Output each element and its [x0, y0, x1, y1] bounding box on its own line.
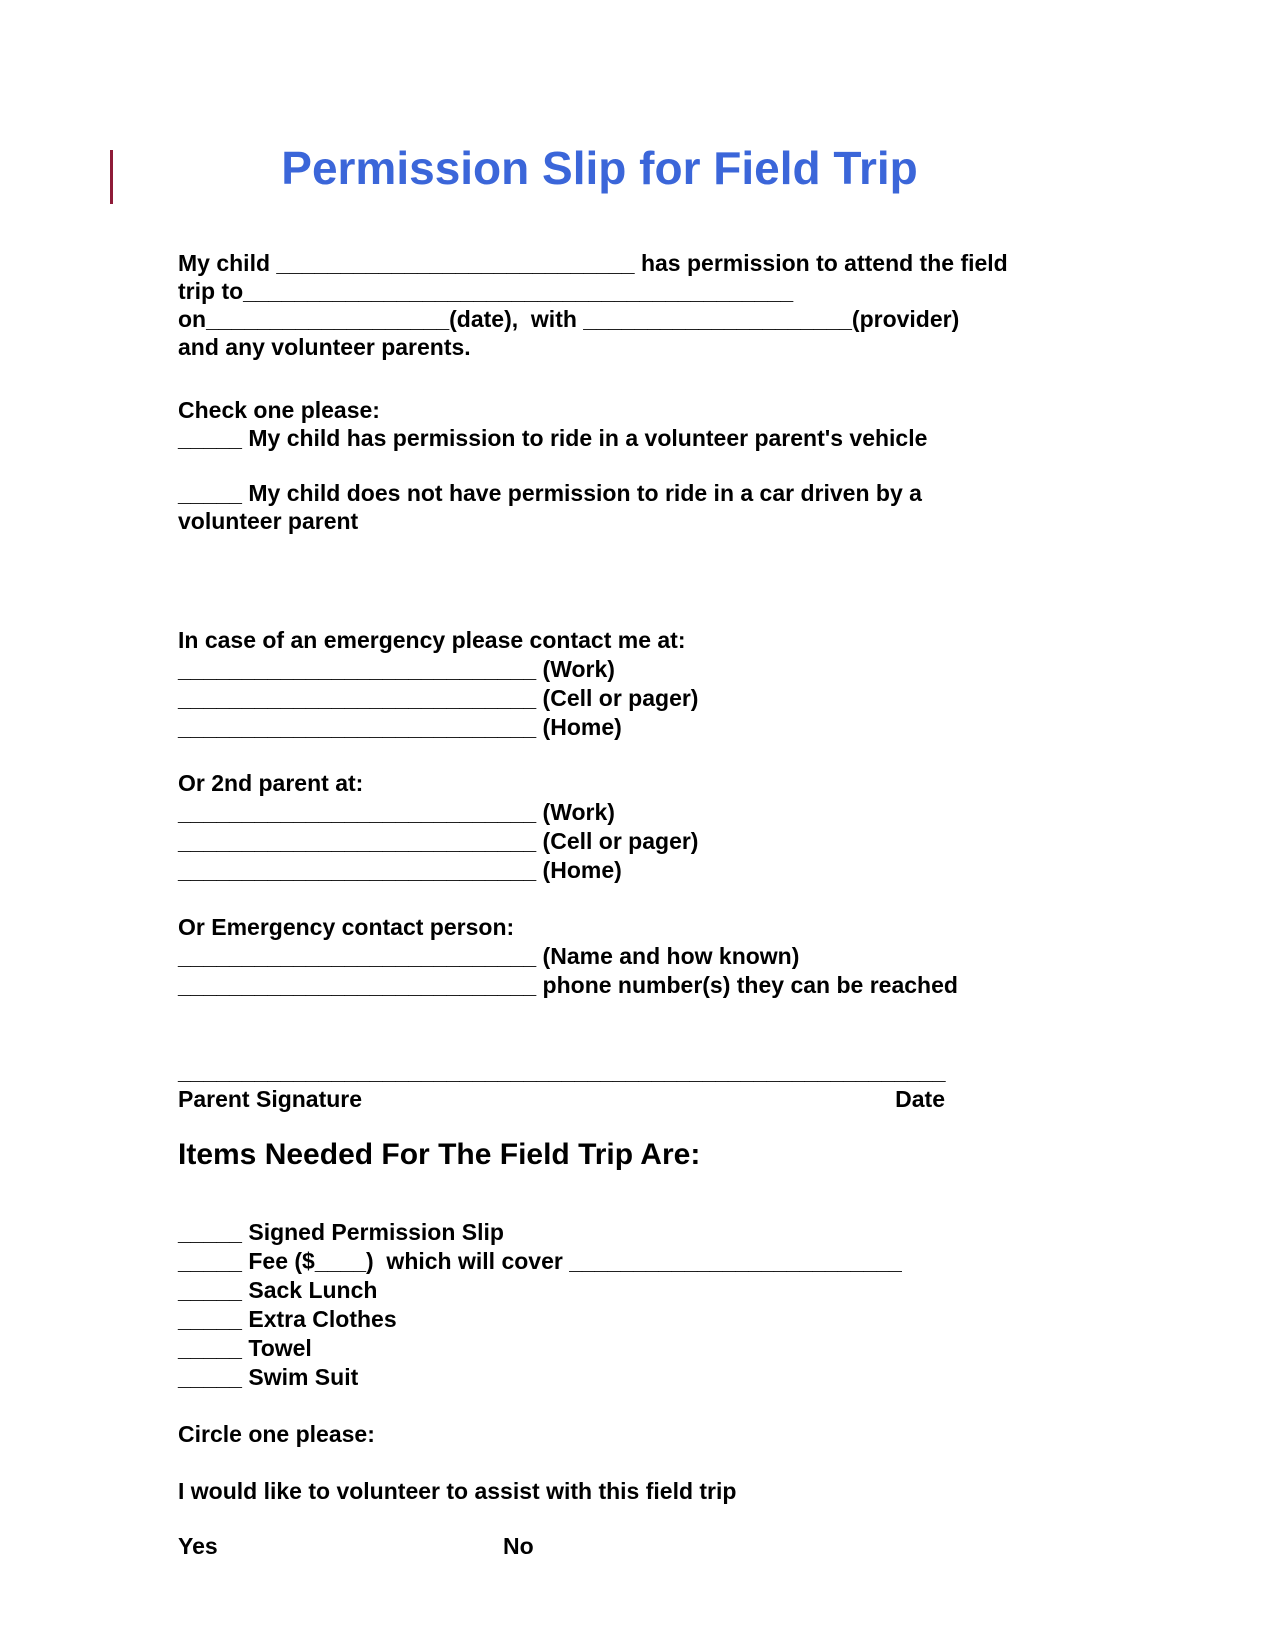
vehicle-permission-deny-option — [178, 479, 1195, 535]
intro-line-3: on___________________(date), with _____________________(provider) — [178, 306, 960, 332]
items-needed-list — [178, 1218, 1195, 1392]
item-swim-suit: _____ Swim Suit — [178, 1364, 359, 1390]
yes-no-choice — [178, 1532, 945, 1560]
items-needed-heading: Items Needed For The Field Trip Are: — [178, 1138, 701, 1171]
volunteer-statement: I would like to volunteer to assist with this field trip — [178, 1478, 737, 1504]
other-contact-name-line: ____________________________ (Name and how known) — [178, 943, 800, 969]
other-contact-heading: Or Emergency contact person: — [178, 914, 515, 940]
document-title: Permission Slip for Field Trip — [281, 142, 918, 194]
vehicle-permission-section — [178, 396, 1195, 452]
volunteer-statement-block — [178, 1477, 1195, 1505]
intro-line-2: trip to___________________________________________ — [178, 278, 794, 304]
emergency-contact-section — [178, 626, 1195, 742]
check-option-deny-line-1: _____ My child does not have permission to ride in a car driven by a — [178, 480, 922, 506]
check-option-deny-line-2: volunteer parent — [178, 508, 359, 534]
emergency-heading: In case of an emergency please contact me at: — [178, 627, 686, 653]
item-extra-clothes: _____ Extra Clothes — [178, 1306, 397, 1332]
second-parent-home-line: ____________________________ (Home) — [178, 857, 622, 883]
parent-signature-label: Parent Signature — [178, 1086, 363, 1112]
other-contact-section — [178, 913, 1195, 1000]
second-parent-heading: Or 2nd parent at: — [178, 770, 364, 796]
other-contact-phone-line: ____________________________ phone number(s) they can be reached — [178, 972, 958, 998]
second-parent-cell-line: ____________________________ (Cell or pager) — [178, 828, 699, 854]
red-margin-bar — [110, 150, 113, 204]
signature-section — [178, 1057, 1195, 1085]
date-label: Date — [895, 1086, 945, 1112]
circle-one-section — [178, 1420, 1195, 1448]
intro-line-1: My child ____________________________ has permission to attend the field — [178, 250, 1008, 276]
emergency-cell-line: ____________________________ (Cell or pager) — [178, 685, 699, 711]
circle-one-heading: Circle one please: — [178, 1421, 375, 1447]
intro-paragraph — [178, 249, 1195, 361]
item-sack-lunch: _____ Sack Lunch — [178, 1277, 378, 1303]
item-towel: _____ Towel — [178, 1335, 312, 1361]
signature-rule: ____________________________________________________________ — [178, 1058, 946, 1084]
yes-option[interactable]: Yes — [178, 1533, 218, 1559]
second-parent-work-line: ____________________________ (Work) — [178, 799, 615, 825]
item-fee: _____ Fee ($____) which will cover __________________________ — [178, 1248, 902, 1274]
second-parent-section — [178, 769, 1195, 885]
emergency-home-line: ____________________________ (Home) — [178, 714, 622, 740]
item-signed-permission-slip: _____ Signed Permission Slip — [178, 1219, 504, 1245]
signature-labels — [178, 1085, 945, 1113]
intro-line-4: and any volunteer parents. — [178, 334, 471, 360]
check-option-allow: _____ My child has permission to ride in a volunteer parent's vehicle — [178, 425, 928, 451]
emergency-work-line: ____________________________ (Work) — [178, 656, 615, 682]
no-option[interactable]: No — [503, 1533, 534, 1559]
check-one-heading: Check one please: — [178, 397, 380, 423]
